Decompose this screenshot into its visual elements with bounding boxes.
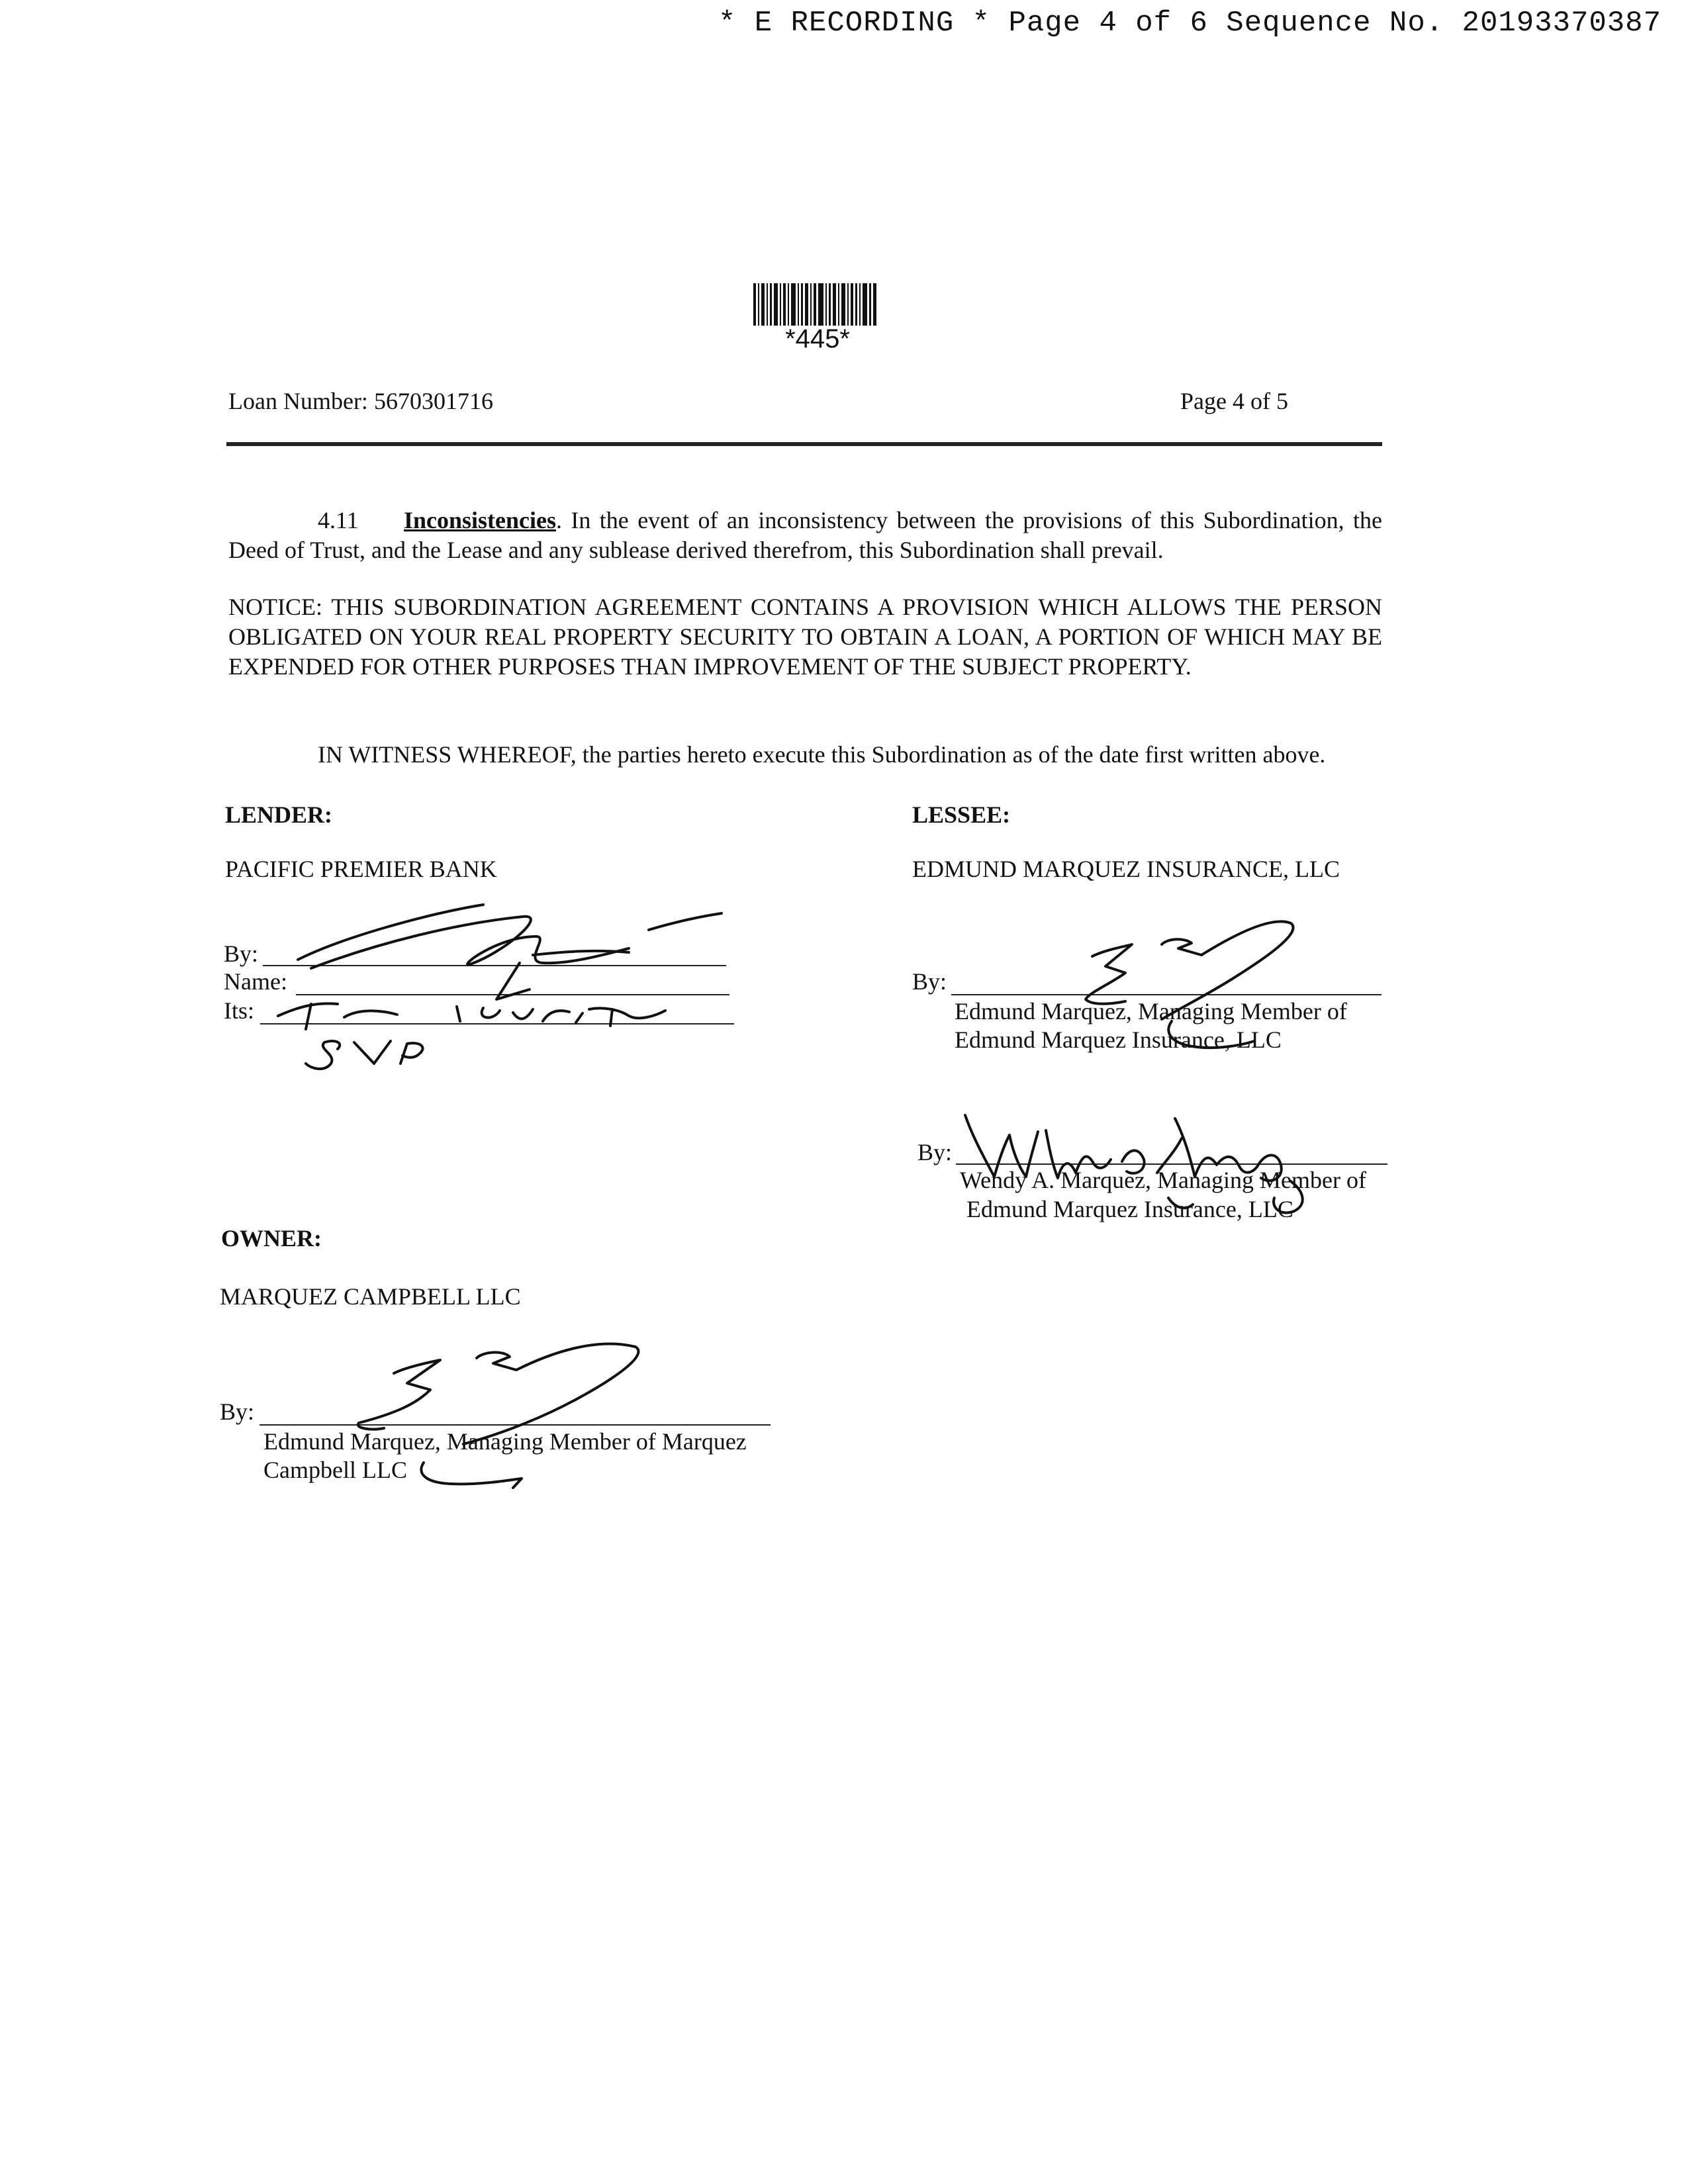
page-number: Page 4 of 5 [1180, 388, 1288, 414]
section-number: 4.11 [318, 507, 359, 533]
lender-by-label: By: [224, 940, 259, 967]
barcode-icon [753, 283, 876, 326]
lessee-signer1-line1: Edmund Marquez, Managing Member of [955, 998, 1347, 1024]
section-heading: Inconsistencies [404, 507, 557, 533]
lessee-signer1-by-label: By: [912, 968, 947, 995]
witness-text: IN WITNESS WHEREOF, the parties hereto execute this Subordination as of the date first written above. [318, 741, 1326, 768]
loan-number: Loan Number: 5670301716 [228, 388, 493, 414]
owner-signer-line1: Edmund Marquez, Managing Member of Marquez [263, 1428, 747, 1455]
barcode-number: *445* [785, 324, 850, 353]
notice-paragraph: NOTICE: THIS SUBORDINATION AGREEMENT CONTAINS A PROVISION WHICH ALLOWS THE PERSON OBLIGATED ON YOUR REAL PROPERTY SECURITY TO OBTAIN A LOAN, A PORTION OF WHICH MAY BE EXPENDED FOR OTHER PURPOSES THAN IMPROVEMENT OF THE SUBJECT PROPERTY. [228, 594, 1382, 680]
lessee-entity: EDMUND MARQUEZ INSURANCE, LLC [912, 856, 1340, 882]
owner-label: OWNER: [221, 1225, 322, 1251]
lessee-signer2-signature [947, 1099, 1317, 1231]
lessee-signer2-line1: Wendy A. Marquez, Managing Member of [960, 1167, 1366, 1193]
lessee-signer1-signature [1033, 910, 1311, 1082]
section-text: . In the event of an inconsistency between the provisions of this Subordination, the Deed of Trust, and the Lease and any sublease derived therefrom, this Subordination shall prevail. [228, 507, 1382, 563]
owner-by-label: By: [220, 1398, 255, 1425]
lender-name-label: Name: [224, 968, 287, 995]
lessee-label: LESSEE: [912, 801, 1011, 828]
lessee-signer2-line2: Edmund Marquez Insurance, LLC [966, 1196, 1293, 1222]
lessee-signer1-line2: Edmund Marquez Insurance, LLC [955, 1026, 1282, 1053]
owner-signature [344, 1330, 649, 1502]
header-divider [226, 442, 1382, 446]
owner-entity: MARQUEZ CAMPBELL LLC [220, 1283, 521, 1310]
lender-label: LENDER: [225, 801, 333, 828]
recording-header: * E RECORDING * Page 4 of 6 Sequence No. 20193370387 [718, 7, 1662, 40]
lender-its-label: Its: [224, 997, 255, 1024]
lessee-signer2-by-label: By: [917, 1139, 953, 1165]
section-4-11 [228, 506, 1382, 565]
owner-signer-line2: Campbell LLC [263, 1457, 407, 1483]
witness-clause [228, 740, 1382, 770]
lender-signature [258, 890, 735, 1036]
lender-entity: PACIFIC PREMIER BANK [225, 856, 497, 882]
